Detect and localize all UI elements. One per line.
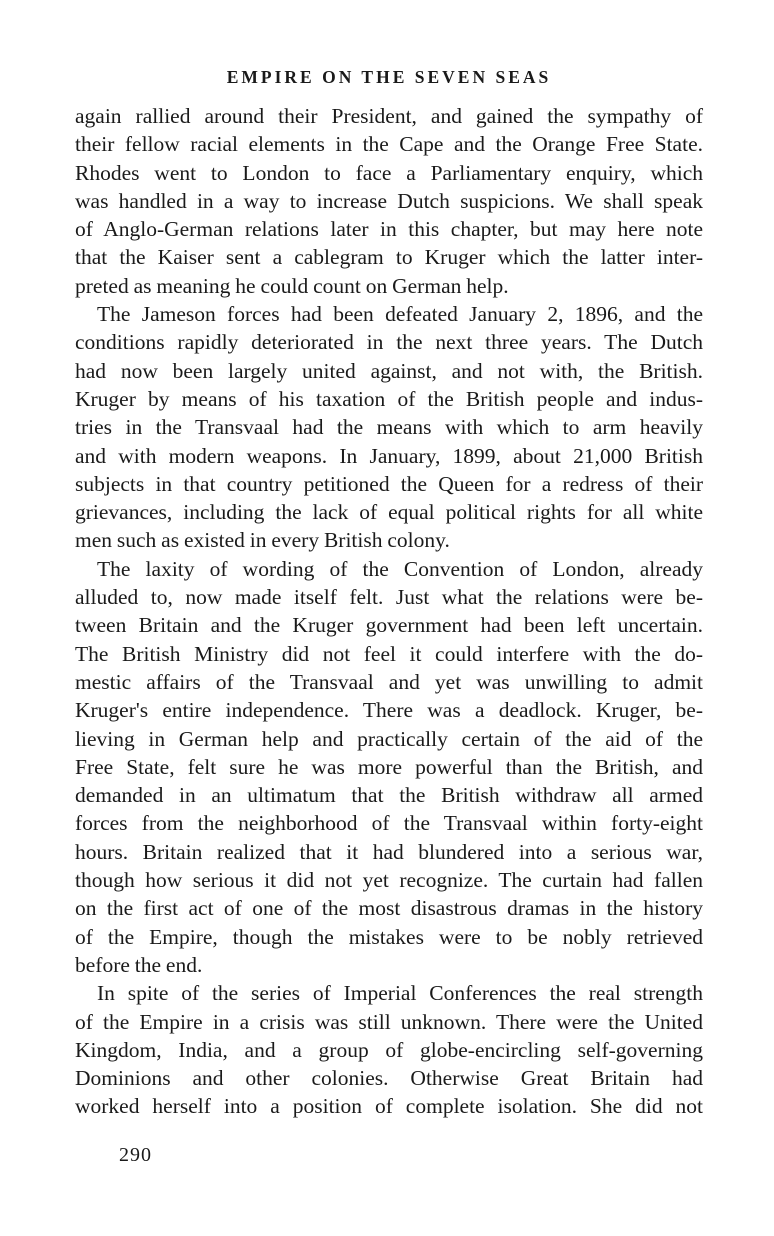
text-line: In spite of the series of Imperial Conferences the real strength [97, 981, 703, 1006]
text-line: before the end. [75, 952, 203, 977]
running-head: EMPIRE ON THE SEVEN SEAS [226, 67, 552, 87]
text-line: alluded to, now made itself felt. Just what the relations were be- [75, 585, 703, 610]
text-line: The Jameson forces had been defeated January 2, 1896, and the [97, 302, 703, 327]
paragraph [75, 300, 703, 555]
text-line: of the Empire, though the mistakes were to be nobly retrieved [75, 924, 703, 949]
text-line: worked herself into a position of complete isolation. She did not [75, 1094, 703, 1119]
text-line: though how serious it did not yet recognize. The curtain had fallen [75, 868, 703, 893]
paragraph [75, 979, 703, 1120]
text-line: mestic affairs of the Transvaal and yet was unwilling to admit [75, 669, 703, 694]
text-line: was handled in a way to increase Dutch suspicions. We shall speak [75, 188, 703, 213]
text-line: hours. Britain realized that it had blundered into a serious war, [75, 839, 703, 864]
body-text [75, 102, 703, 1121]
text-line: again rallied around their President, and gained the sympathy of [75, 104, 703, 128]
text-line: Rhodes went to London to face a Parliamentary enquiry, which [75, 160, 703, 185]
text-line: grievances, including the lack of equal political rights for all white [75, 500, 703, 525]
text-line: of Anglo-German relations later in this chapter, but may here note [75, 217, 703, 242]
paragraph [75, 102, 703, 300]
text-line: conditions rapidly deteriorated in the next three years. The Dutch [75, 330, 703, 355]
text-line: subjects in that country petitioned the Queen for a redress of their [75, 471, 703, 496]
text-line: of the Empire in a crisis was still unknown. There were the United [75, 1009, 703, 1034]
text-line: forces from the neighborhood of the Transvaal within forty-eight [75, 811, 703, 836]
text-line: men such as existed in every British colony. [75, 528, 450, 553]
text-line: preted as meaning he could count on German help. [75, 273, 509, 298]
text-line: had now been largely united against, and not with, the British. [75, 358, 703, 383]
text-line: Kruger's entire independence. There was a deadlock. Kruger, be- [75, 698, 703, 723]
text-line: Kruger by means of his taxation of the British people and indus- [75, 386, 703, 411]
text-line: tween Britain and the Kruger government had been left uncertain. [75, 613, 703, 638]
paragraph [75, 555, 703, 979]
text-line: Dominions and other colonies. Otherwise Great Britain had [75, 1066, 703, 1091]
text-line: on the first act of one of the most disastrous dramas in the history [75, 896, 703, 921]
text-line: Kingdom, India, and a group of globe-encircling self-governing [75, 1037, 703, 1062]
text-line: lieving in German help and practically certain of the aid of the [75, 726, 703, 751]
text-line: their fellow racial elements in the Cape and the Orange Free State. [75, 132, 703, 157]
text-line: that the Kaiser sent a cablegram to Kruger which the latter inter- [75, 245, 703, 270]
page-number: 290 [119, 1144, 152, 1166]
text-line: demanded in an ultimatum that the British withdraw all armed [75, 783, 703, 808]
text-line: The British Ministry did not feel it could interfere with the do- [75, 641, 703, 666]
text-line: tries in the Transvaal had the means with which to arm heavily [75, 415, 703, 440]
text-line: Free State, felt sure he was more powerful than the British, and [75, 754, 703, 779]
text-line: and with modern weapons. In January, 1899, about 21,000 British [75, 443, 703, 468]
text-line: The laxity of wording of the Convention of London, already [97, 556, 703, 581]
